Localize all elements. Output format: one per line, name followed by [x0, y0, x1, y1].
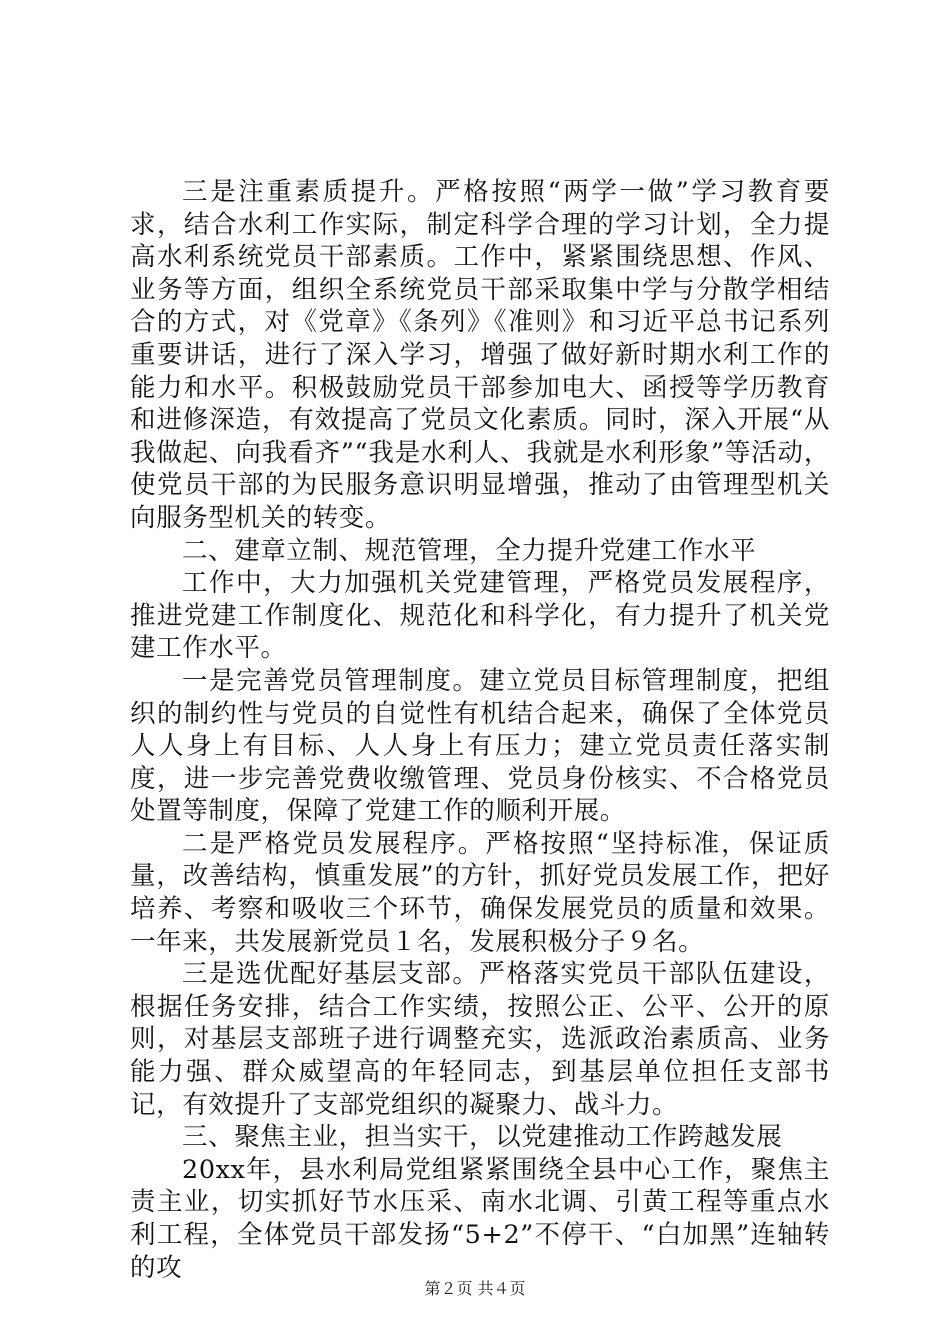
- document-body: [130, 176, 830, 1284]
- paragraph-section-three-intro: 20xx年，县水利局党组紧紧围绕全县中心工作，聚焦主责主业，切实抓好节水压采、南水北调、引黄工程等重点水利工程，全体党员干部发扬“5+2”不停干、“白加黑”连轴转的攻: [130, 1154, 830, 1283]
- section-heading-two: 二、建章立制、规范管理，全力提升党建工作水平: [182, 535, 757, 566]
- page-number-footer: 第２页 共４页: [424, 1279, 526, 1298]
- paragraph-member-development: 二是严格党员发展程序。严格按照“坚持标准，保证质量，改善结构，慎重发展”的方针，抓好党员发展工作，把好培养、考察和吸收三个环节，确保发展党员的质量和效果。一年来，共发展新党员１名，发展积极分子９名。: [130, 828, 830, 957]
- paragraph-section-two-intro: 工作中，大力加强机关党建管理，严格党员发展程序，推进党建工作制度化、规范化和科学化，有力提升了机关党建工作水平。: [130, 568, 830, 664]
- section-heading-three: 三、聚焦主业，担当实干，以党建推动工作跨越发展: [182, 1122, 783, 1153]
- paragraph-branch-selection: 三是选优配好基层支部。严格落实党员干部队伍建设，根据任务安排，结合工作实绩，按照公正、公平、公开的原则，对基层支部班子进行调整充实，选派政治素质高、业务能力强、群众威望高的年轻同志，到基层单位担任支部书记，有效提升了支部党组织的凝聚力、战斗力。: [130, 959, 830, 1120]
- paragraph-quality-improvement: 三是注重素质提升。严格按照“两学一做”学习教育要求，结合水利工作实际，制定科学合理的学习计划，全力提高水利系统党员干部素质。工作中，紧紧围绕思想、作风、业务等方面，组织全系统党员干部采取集中学与分散学相结合的方式，对《党章》《条列》《准则》和习近平总书记系列重要讲话，进行了深入学习，增强了做好新时期水利工作的能力和水平。积极鼓励党员干部参加电大、函授等学历教育和进修深造，有效提高了党员文化素质。同时，深入开展“从我做起、向我看齐”“我是水利人、我就是水利形象”等活动，使党员干部的为民服务意识明显增强，推动了由管理型机关向服务型机关的转变。: [130, 177, 830, 533]
- paragraph-member-management: 一是完善党员管理制度。建立党员目标管理制度，把组织的制约性与党员的自觉性有机结合起来，确保了全体党员人人身上有目标、人人身上有压力；建立党员责任落实制度，进一步完善党费收缴管理、党员身份核实、不合格党员处置等制度，保障了党建工作的顺利开展。: [130, 665, 830, 827]
